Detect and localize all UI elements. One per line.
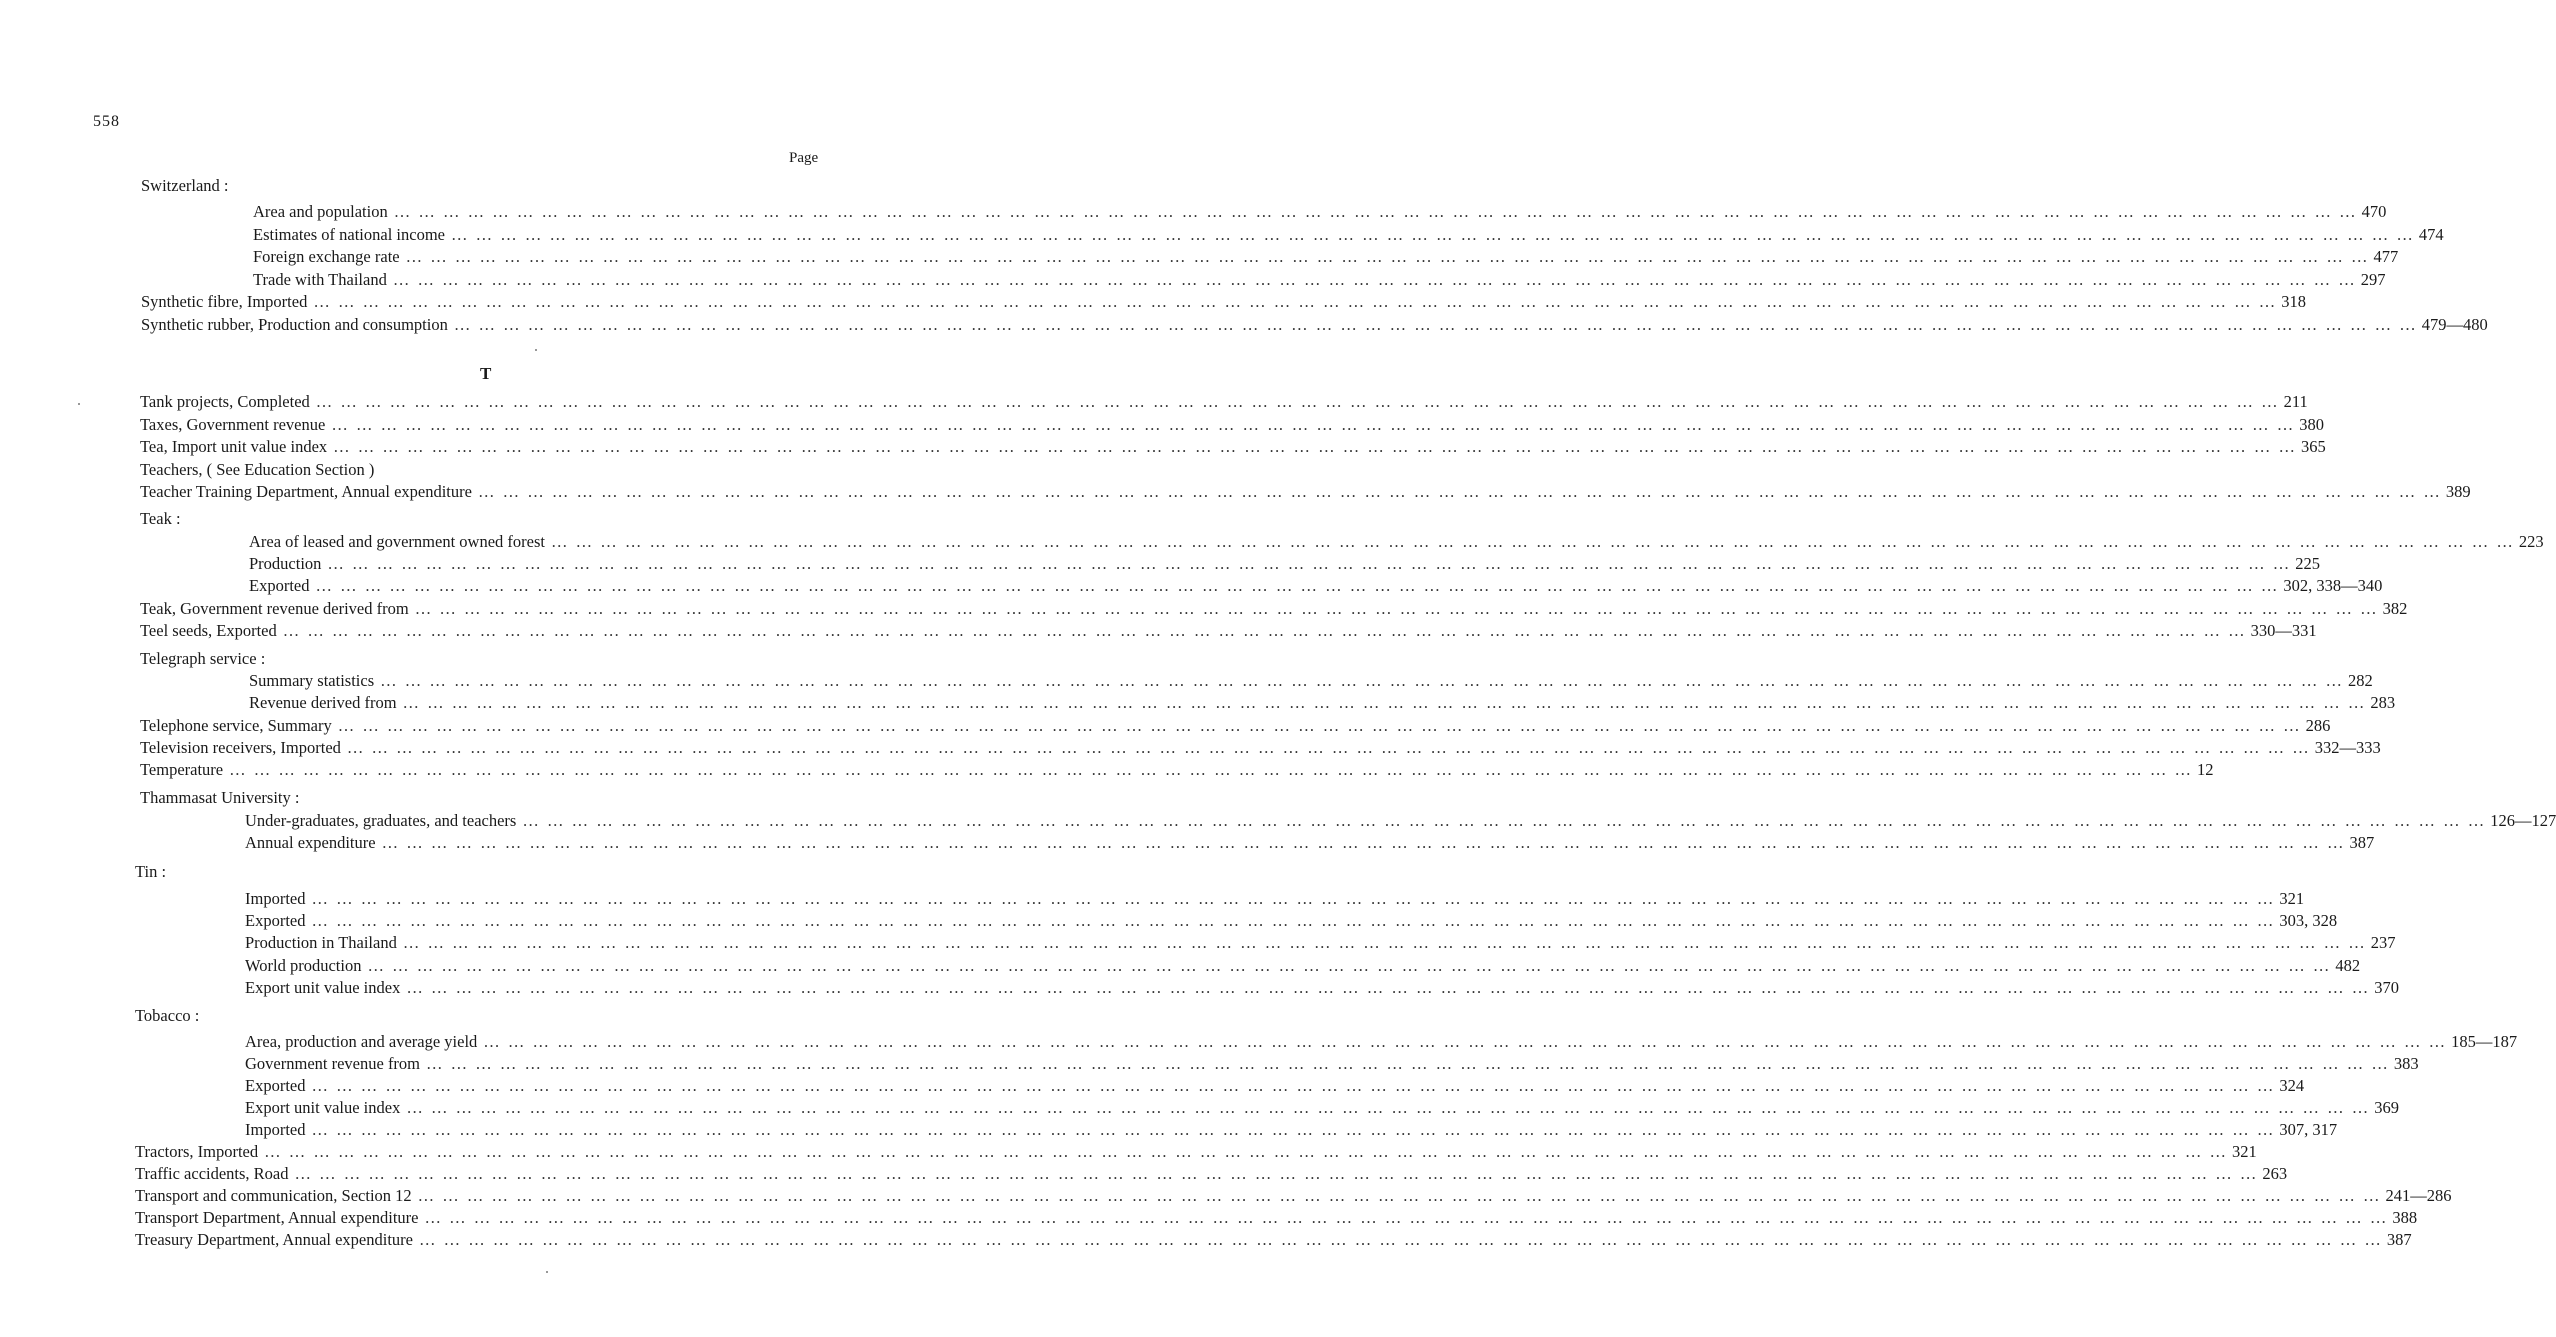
page-reference: 383 xyxy=(2393,1054,2419,1073)
index-entry xyxy=(140,759,2214,781)
page-reference: 330—331 xyxy=(2250,621,2317,640)
entry-title: Television receivers, Imported xyxy=(140,738,341,757)
dot-leader: … … … … … … … … … … … … … … … … … … … … … … … … … … … … … … … … … … … … … … … … … … … … … … … … … … … … … … … … … … … … … … … … … … … … … … … … … … … … … … … … xyxy=(550,532,2515,551)
index-subentry xyxy=(245,810,2556,832)
entry-title: Synthetic fibre, Imported xyxy=(141,292,308,311)
dot-leader: … … … … … … … … … … … … … … … … … … … … … … … … … … … … … … … … … … … … … … … … … … … … … … … … … … … … … … … … … … … … … … … … … … … … … … … … … … … … … … … … xyxy=(315,392,2280,411)
entry-title: Exported xyxy=(249,576,310,595)
index-subentry xyxy=(249,553,2321,575)
index-subentry xyxy=(245,888,2305,910)
scan-speck xyxy=(78,403,80,405)
dot-leader: … … … … … … … … … … … … … … … … … … … … … … … … … … … … … … … … … … … … … … … … … … … … … … … … … … … … … … … … … … … … … … … … … … … … … … … … … … … … … … … … xyxy=(522,811,2487,830)
index-subentry xyxy=(245,1075,2305,1097)
entry-title: Production xyxy=(249,554,322,573)
dot-leader: … … … … … … … … … … … … … … … … … … … … … … … … … … … … … … … … … … … … … … … … … … … … … … … … … … … … … … … … … … … … … … … … … … … … … … … … … … … … … … … … xyxy=(331,415,2296,434)
index-entry xyxy=(135,1163,2288,1185)
entry-title: Traffic accidents, Road xyxy=(135,1164,289,1183)
index-entry xyxy=(140,436,2326,458)
dot-leader: … … … … … … … … … … … … … … … … … … … … … … … … … … … … … … … … … … … … … … … … … … … … … … … … … … … … … … … … … … … … … … … … … … … … … … … … … … … … … … … … xyxy=(311,911,2276,930)
entry-title: Tank projects, Completed xyxy=(140,392,310,411)
dot-leader: … … … … … … … … … … … … … … … … … … … … … … … … … … … … … … … … … … … … … … … … … … … … … … … … … … … … … … … … … … … … … … … … … … … … … … … … … … … … … … … … xyxy=(282,621,2247,640)
index-entry xyxy=(140,481,2471,503)
dot-leader: … … … … … … … … … … … … … … … … … … … … … … … … … … … … … … … … … … … … … … … … … … … … … … … … … … … … … … … … … … … … … … … … … … … … … … … … … … … … … … … … xyxy=(294,1164,2259,1183)
page-reference: 388 xyxy=(2392,1208,2418,1227)
page-reference: 387 xyxy=(2386,1230,2412,1249)
page-reference: 474 xyxy=(2418,225,2444,244)
entry-title: Tractors, Imported xyxy=(135,1142,259,1161)
page-reference: 470 xyxy=(2361,202,2387,221)
page-reference: 241—286 xyxy=(2385,1186,2452,1205)
entry-title: Summary statistics xyxy=(249,671,375,690)
page-reference: 369 xyxy=(2374,1098,2399,1117)
entry-title: Estimates of national income xyxy=(253,225,445,244)
dot-leader: … … … … … … … … … … … … … … … … … … … … … … … … … … … … … … … … … … … … … … … … … … … … … … … … … … … … … … … … … … … … … … … … … … … … … … … … … … … … … … … … xyxy=(405,247,2370,266)
page-reference: 370 xyxy=(2374,978,2399,997)
entry-title: Tea, Import unit value index xyxy=(140,437,328,456)
dot-leader: … … … … … … … … … … … … … … … … … … … … … … … … … … … … … … … … … … … … … … … … … … … … … … … … … … … … … … … … … … … … … … … … … … … … … … … … … … … … … … … … xyxy=(264,1142,2228,1161)
dot-leader: … … … … … … … … … … … … … … … … … … … … … … … … … … … … … … … … … … … … … … … … … … … … … … … … … … … … … … … … … … … … … … … … … … … … … … … … … … … … … … … … xyxy=(333,437,2298,456)
dot-leader: … … … … … … … … … … … … … … … … … … … … … … … … … … … … … … … … … … … … … … … … … … … … … … … … … … … … … … … … … … … … … … … … … … … … … … … … … … … … … … … … xyxy=(311,1120,2276,1139)
index-heading: Telegraph service : xyxy=(140,649,266,668)
section-letter: T xyxy=(480,364,492,383)
index-heading: Tobacco : xyxy=(135,1006,200,1025)
dot-leader: … … … … … … … … … … … … … … … … … … … … … … … … … … … … … … … … … … … … … … … … … … … … … … … … … … … … … … … … … … … … … … … … … … … … … … … … … … … … … … … … xyxy=(346,738,2311,757)
entry-title: Treasury Department, Annual expenditure xyxy=(135,1230,413,1249)
index-heading: Teak : xyxy=(140,509,181,528)
page-reference: 283 xyxy=(2370,693,2396,712)
index-subentry xyxy=(249,692,2396,714)
index-subentry xyxy=(253,246,2399,268)
dot-leader: … … … … … … … … … … … … … … … … … … … … … … … … … … … … … … … … … … … … … … … … … … … … … … … … … … … … … … … … … … … … … … … … … … … … … … … … … … … … … … … … xyxy=(229,760,2194,779)
index-entry xyxy=(140,391,2308,413)
entry-title: Under-graduates, graduates, and teachers xyxy=(245,811,517,830)
index-subentry xyxy=(253,224,2444,246)
page-number: 558 xyxy=(93,113,120,130)
dot-leader: … … … … … … … … … … … … … … … … … … … … … … … … … … … … … … … … … … … … … … … … … … … … … … … … … … … … … … … … … … … … … … … … … … … … … … … … … … … … … … … … xyxy=(313,292,2278,311)
index-entry xyxy=(140,620,2317,642)
index-entry xyxy=(135,1141,2257,1163)
dot-leader: … … … … … … … … … … … … … … … … … … … … … … … … … … … … … … … … … … … … … … … … … … … … … … … … … … … … … … … … … … … … … … … … … … … … … … … … … … … … … … … … xyxy=(367,956,2332,975)
page-reference: 324 xyxy=(2279,1076,2305,1095)
scan-speck xyxy=(535,349,537,351)
dot-leader: … … … … … … … … … … … … … … … … … … … … … … … … … … … … … … … … … … … … … … … … … … … … … … … … … … … … … … … … … … … … … … … … … … … … … … … … … … … … … … … … xyxy=(311,1076,2276,1095)
index-subentry xyxy=(245,932,2396,954)
index-subentry xyxy=(249,531,2544,553)
entry-title: Annual expenditure xyxy=(245,833,376,852)
index-heading: Tin : xyxy=(135,862,167,881)
dot-leader: … … … … … … … … … … … … … … … … … … … … … … … … … … … … … … … … … … … … … … … … … … … … … … … … … … … … … … … … … … … … … … … … … … … … … … … … … … … … … … … … xyxy=(417,1186,2382,1205)
page-reference: 332—333 xyxy=(2314,738,2381,757)
page-reference: 477 xyxy=(2373,247,2399,266)
dot-leader: … … … … … … … … … … … … … … … … … … … … … … … … … … … … … … … … … … … … … … … … … … … … … … … … … … … … … … … … … … … … … … … … … … … … … … … … … … … … … … … … xyxy=(477,482,2442,501)
entry-title: Export unit value index xyxy=(245,978,401,997)
page-reference: 282 xyxy=(2348,671,2373,690)
entry-title: Area of leased and government owned forest xyxy=(249,532,545,551)
dot-leader: … … … … … … … … … … … … … … … … … … … … … … … … … … … … … … … … … … … … … … … … … … … … … … … … … … … … … … … … … … … … … … … … … … … … … … … … … … … … … … … … xyxy=(451,225,2415,244)
dot-leader: … … … … … … … … … … … … … … … … … … … … … … … … … … … … … … … … … … … … … … … … … … … … … … … … … … … … … … … … … … … … … … … … … … … … … … … … … … … … … … … … xyxy=(311,889,2276,908)
entry-title: Transport and communication, Section 12 xyxy=(135,1186,412,1205)
entry-title: Taxes, Government revenue xyxy=(140,415,326,434)
index-heading: Teachers, ( See Education Section ) xyxy=(140,460,375,479)
dot-leader: … … … … … … … … … … … … … … … … … … … … … … … … … … … … … … … … … … … … … … … … … … … … … … … … … … … … … … … … … … … … … … … … … … … … … … … … … … … … … … … … xyxy=(380,671,2344,690)
index-entry xyxy=(140,715,2331,737)
index-subentry xyxy=(245,832,2375,854)
entry-title: Teel seeds, Exported xyxy=(140,621,277,640)
page-reference: 382 xyxy=(2382,599,2408,618)
page-reference: 297 xyxy=(2360,270,2386,289)
entry-title: World production xyxy=(245,956,362,975)
index-subentry xyxy=(245,955,2361,977)
index-subentry xyxy=(245,1031,2518,1053)
dot-leader: … … … … … … … … … … … … … … … … … … … … … … … … … … … … … … … … … … … … … … … … … … … … … … … … … … … … … … … … … … … … … … … … … … … … … … … … … … … … … … … … xyxy=(402,693,2367,712)
index-entry xyxy=(141,314,2488,336)
entry-title: Production in Thailand xyxy=(245,933,397,952)
entry-title: Government revenue from xyxy=(245,1054,421,1073)
entry-title: Trade with Thailand xyxy=(253,270,387,289)
entry-title: Area, production and average yield xyxy=(245,1032,478,1051)
index-subentry xyxy=(253,269,2386,291)
dot-leader: … … … … … … … … … … … … … … … … … … … … … … … … … … … … … … … … … … … … … … … … … … … … … … … … … … … … … … … … … … … … … … … … … … … … … … … … … … … … … … … … xyxy=(419,1230,2383,1249)
scan-speck xyxy=(546,1271,548,1273)
page-reference: 263 xyxy=(2262,1164,2288,1183)
index-entry xyxy=(140,598,2408,620)
dot-leader: … … … … … … … … … … … … … … … … … … … … … … … … … … … … … … … … … … … … … … … … … … … … … … … … … … … … … … … … … … … … … … … … … … … … … … … … … … … … … … … … xyxy=(393,202,2358,221)
index-subentry xyxy=(245,910,2338,932)
page-reference: 185—187 xyxy=(2451,1032,2518,1051)
index-entry xyxy=(135,1185,2452,1207)
dot-leader: … … … … … … … … … … … … … … … … … … … … … … … … … … … … … … … … … … … … … … … … … … … … … … … … … … … … … … … … … … … … … … … … … … … … … … … … … … … … … … … … xyxy=(381,833,2346,852)
page-reference: 482 xyxy=(2335,956,2361,975)
dot-leader: … … … … … … … … … … … … … … … … … … … … … … … … … … … … … … … … … … … … … … … … … … … … … … … … … … … … … … … … … … … … … … … … … … … … … … … … … … … … … … … … xyxy=(406,1098,2371,1117)
index-heading: Thammasat University : xyxy=(140,788,300,807)
entry-title: Imported xyxy=(245,1120,306,1139)
page-reference: 380 xyxy=(2299,415,2324,434)
dot-leader: … … … … … … … … … … … … … … … … … … … … … … … … … … … … … … … … … … … … … … … … … … … … … … … … … … … … … … … … … … … … … … … … … … … … … … … … … … … … … … … … xyxy=(392,270,2357,289)
index-entry xyxy=(135,1207,2418,1229)
entry-title: Exported xyxy=(245,911,306,930)
index-entry xyxy=(140,414,2324,436)
index-entry xyxy=(141,291,2306,313)
page-reference: 211 xyxy=(2283,392,2308,411)
page-reference: 286 xyxy=(2305,716,2331,735)
page-reference: 225 xyxy=(2295,554,2321,573)
page-reference: 321 xyxy=(2279,889,2305,908)
page-reference: 479—480 xyxy=(2421,315,2488,334)
page-reference: 12 xyxy=(2197,760,2214,779)
entry-title: Teacher Training Department, Annual expenditure xyxy=(140,482,472,501)
entry-title: Synthetic rubber, Production and consumption xyxy=(141,315,448,334)
index-subentry xyxy=(253,201,2387,223)
dot-leader: … … … … … … … … … … … … … … … … … … … … … … … … … … … … … … … … … … … … … … … … … … … … … … … … … … … … … … … … … … … … … … … … … … … … … … … … … … … … … … … … xyxy=(414,599,2379,618)
page-reference: 318 xyxy=(2281,292,2306,311)
index-subentry xyxy=(245,1097,2399,1119)
entry-title: Foreign exchange rate xyxy=(253,247,400,266)
page-reference: 365 xyxy=(2301,437,2326,456)
index-subentry xyxy=(245,1119,2338,1141)
entry-title: Temperature xyxy=(140,760,224,779)
page-reference: 303, 328 xyxy=(2279,911,2338,930)
page-column-header: Page xyxy=(789,150,819,166)
page-reference: 237 xyxy=(2370,933,2396,952)
index-subentry xyxy=(249,670,2373,692)
page-reference: 321 xyxy=(2232,1142,2257,1161)
page-reference: 302, 338—340 xyxy=(2283,576,2383,595)
dot-leader: … … … … … … … … … … … … … … … … … … … … … … … … … … … … … … … … … … … … … … … … … … … … … … … … … … … … … … … … … … … … … … … … … … … … … … … … … … … … … … … … xyxy=(483,1032,2448,1051)
entry-title: Imported xyxy=(245,889,306,908)
entry-title: Teak, Government revenue derived from xyxy=(140,599,409,618)
entry-title: Transport Department, Annual expenditure xyxy=(135,1208,419,1227)
index-entry xyxy=(135,1229,2412,1251)
page-reference: 387 xyxy=(2349,833,2375,852)
index-subentry xyxy=(249,575,2383,597)
entry-title: Area and population xyxy=(253,202,388,221)
dot-leader: … … … … … … … … … … … … … … … … … … … … … … … … … … … … … … … … … … … … … … … … … … … … … … … … … … … … … … … … … … … … … … … … … … … … … … … … … … … … … … … … xyxy=(426,1054,2390,1073)
entry-title: Exported xyxy=(245,1076,306,1095)
entry-title: Telephone service, Summary xyxy=(140,716,332,735)
index-entry xyxy=(140,737,2381,759)
dot-leader: … … … … … … … … … … … … … … … … … … … … … … … … … … … … … … … … … … … … … … … … … … … … … … … … … … … … … … … … … … … … … … … … … … … … … … … … … … … … … … … … xyxy=(337,716,2302,735)
page-reference: 126—127 xyxy=(2490,811,2556,830)
dot-leader: … … … … … … … … … … … … … … … … … … … … … … … … … … … … … … … … … … … … … … … … … … … … … … … … … … … … … … … … … … … … … … … … … … … … … … … … … … … … … … … … xyxy=(327,554,2292,573)
dot-leader: … … … … … … … … … … … … … … … … … … … … … … … … … … … … … … … … … … … … … … … … … … … … … … … … … … … … … … … … … … … … … … … … … … … … … … … … … … … … … … … … xyxy=(424,1208,2389,1227)
page-reference: 307, 317 xyxy=(2279,1120,2338,1139)
dot-leader: … … … … … … … … … … … … … … … … … … … … … … … … … … … … … … … … … … … … … … … … … … … … … … … … … … … … … … … … … … … … … … … … … … … … … … … … … … … … … … … … xyxy=(315,576,2280,595)
page-reference: 223 xyxy=(2518,532,2544,551)
entry-title: Export unit value index xyxy=(245,1098,401,1117)
index-subentry xyxy=(245,977,2399,999)
dot-leader: … … … … … … … … … … … … … … … … … … … … … … … … … … … … … … … … … … … … … … … … … … … … … … … … … … … … … … … … … … … … … … … … … … … … … … … … … … … … … … … … xyxy=(406,978,2371,997)
dot-leader: … … … … … … … … … … … … … … … … … … … … … … … … … … … … … … … … … … … … … … … … … … … … … … … … … … … … … … … … … … … … … … … … … … … … … … … … … … … … … … … … xyxy=(402,933,2367,952)
entry-title: Revenue derived from xyxy=(249,693,397,712)
index-subentry xyxy=(245,1053,2419,1075)
page-reference: 389 xyxy=(2445,482,2471,501)
dot-leader: … … … … … … … … … … … … … … … … … … … … … … … … … … … … … … … … … … … … … … … … … … … … … … … … … … … … … … … … … … … … … … … … … … … … … … … … … … … … … … … … xyxy=(453,315,2418,334)
index-heading: Switzerland : xyxy=(141,176,229,195)
